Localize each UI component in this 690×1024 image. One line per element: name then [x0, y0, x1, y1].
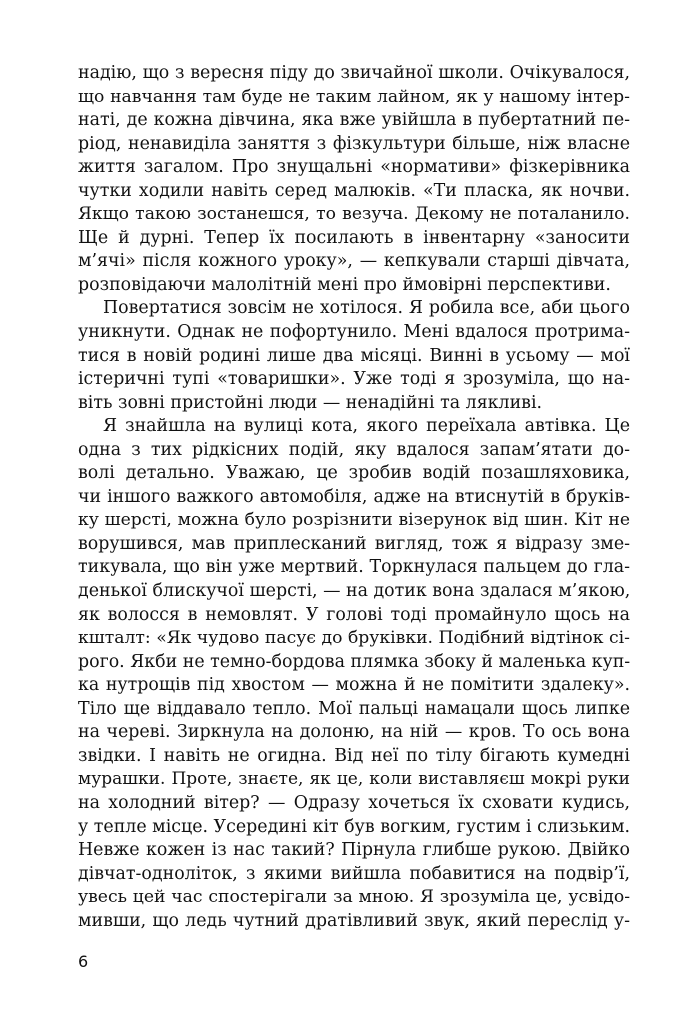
text-line: на холодний вітер? — Одразу хочеться їх сховати кудись,	[78, 792, 630, 813]
text-line: чутки ходили навіть серед малюків. «Ти пласка, як ночви.	[78, 180, 630, 201]
text-line: наті, де кожна дівчина, яка вже увійшла в пубертатний пе-	[78, 110, 630, 131]
page-number: 6	[78, 952, 89, 971]
text-line: Я знайшла на вулиці кота, якого переїхала автівка. Це	[103, 416, 630, 437]
text-line: розповідаючи малолітній мені про ймовірні перспективи.	[78, 274, 611, 295]
text-line: Невже кожен із нас такий? Пірнула глибше рукою. Двійко	[78, 840, 630, 861]
text-line: Повертатися зовсім не хотілося. Я робила все, аби цього	[103, 298, 630, 319]
text-line: денької блискучої шерсті, — на дотик вона здалася м’якою,	[78, 581, 630, 602]
text-line: віть зовні пристойні люди — ненадійні та лякливі.	[78, 392, 543, 413]
text-line: тикувала, що він уже мертвий. Торкнулася пальцем до гла-	[78, 557, 630, 578]
text-line: Якщо такою зостанешся, то везуча. Декому не поталанило.	[78, 204, 630, 225]
text-line: істеричні тупі «товаришки». Уже тоді я зрозуміла, що на-	[78, 369, 630, 390]
text-line: життя загалом. Про знущальні «нормативи» фізкерівника	[78, 157, 630, 178]
text-line: уникнути. Однак не пофортунило. Мені вдалося протрима-	[78, 322, 630, 343]
text-line: як волосся в немовлят. У голові тоді промайнуло щось на	[78, 604, 630, 625]
text-line: надію, що з вересня піду до звичайної школи. Очікувалося,	[78, 63, 630, 83]
text-line: Тіло ще віддавало тепло. Мої пальці намацали щось липке	[78, 698, 630, 719]
text-line: ріод, ненавиділа заняття з фізкультури більше, ніж власне	[78, 133, 630, 154]
text-line: одна з тих рідкісних подій, яку вдалося запам’ятати до-	[78, 439, 630, 460]
text-line: дівчат-одноліток, з якими вийшла побавитися на подвір’ї,	[78, 863, 630, 884]
text-line: тися в новій родині лише два місяці. Винні в усьому — мої	[78, 345, 630, 366]
body-text	[78, 62, 630, 933]
text-line: ворушився, мав приплесканий вигляд, тож я відразу зме-	[78, 533, 630, 554]
text-line: чи іншого важкого автомобіля, адже на втиснутій в бруків-	[78, 486, 630, 507]
text-line: ка нутрощів під хвостом — можна й не помітити здалеку».	[78, 675, 630, 696]
text-line: що навчання там буде не таким лайном, як у нашому інтер-	[78, 86, 630, 107]
text-line: звідки. І навіть не огидна. Від неї по тілу бігають кумедні	[78, 745, 630, 766]
text-line: ку шерсті, можна було розрізнити візерунок від шин. Кіт не	[78, 510, 630, 531]
text-line: мивши, що ледь чутний дратівливий звук, який переслід у-	[78, 910, 630, 931]
text-line: у тепле місце. Усередині кіт був вогким, густим і слизьким.	[78, 816, 630, 837]
text-line: волі детально. Уважаю, це зробив водій позашляховика,	[78, 463, 630, 484]
text-line: мурашки. Проте, знаєте, як це, коли виставляєш мокрі руки	[78, 769, 630, 790]
text-line: рого. Якби не темно-бордова плямка збоку й маленька куп-	[78, 651, 630, 672]
text-line: м’ячі» після кожного уроку», — кепкували старші дівчата,	[78, 251, 630, 272]
text-line: увесь цей час спостерігали за мною. Я зрозуміла це, усвідо-	[78, 887, 630, 908]
text-line: кшталт: «Як чудово пасує до бруківки. Подібний відтінок сі-	[78, 628, 630, 649]
text-line: Ще й дурні. Тепер їх посилають в інвентарну «заносити	[78, 227, 630, 248]
text-line: на череві. Зиркнула на долоню, на ній — кров. То ось вона	[78, 722, 630, 743]
